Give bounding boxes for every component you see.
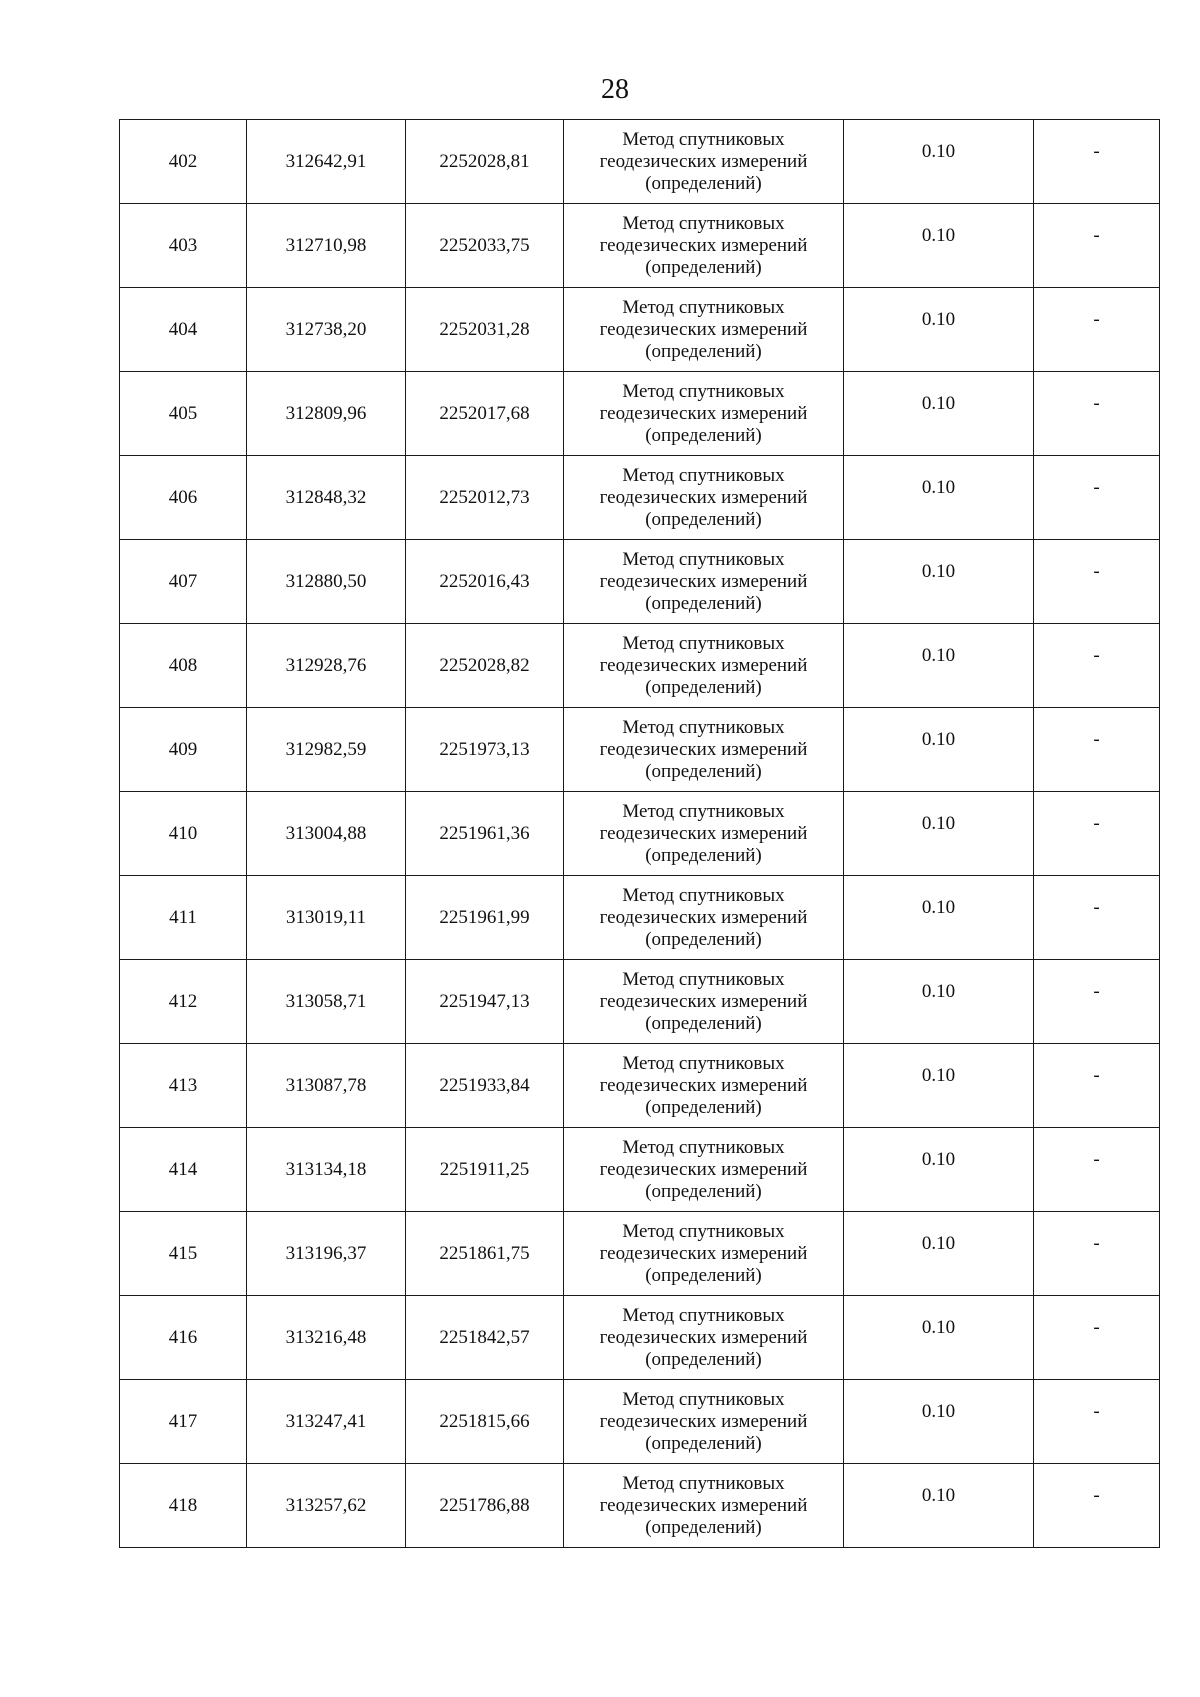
x-coordinate-cell: 312642,91 [247,120,406,204]
method-line: (определений) [645,760,762,782]
method-cell [564,1296,844,1380]
x-coordinate-cell: 312738,20 [247,288,406,372]
method-line: геодезических измерений [599,738,808,760]
note-cell [1034,708,1160,792]
x-coordinate-cell: 312848,32 [247,456,406,540]
method-line: Метод спутниковых [622,212,785,234]
method-line: Метод спутниковых [622,884,785,906]
note-cell [1034,1380,1160,1464]
method-line: (определений) [645,1264,762,1286]
note-value: - [1093,392,1100,414]
point-number-cell: 409 [120,708,247,792]
table-row [120,1128,1160,1212]
method-cell [564,540,844,624]
note-value: - [1093,644,1100,666]
accuracy-cell [844,120,1034,204]
method-line: Метод спутниковых [622,632,785,654]
x-coordinate-cell: 313004,88 [247,792,406,876]
accuracy-value: 0.10 [921,560,956,582]
point-number-cell: 415 [120,1212,247,1296]
accuracy-cell [844,1464,1034,1548]
y-coordinate-cell: 2251815,66 [406,1380,564,1464]
note-cell [1034,1296,1160,1380]
method-line: Метод спутниковых [622,464,785,486]
note-value: - [1093,1484,1100,1506]
point-number-cell: 404 [120,288,247,372]
method-line: (определений) [645,1432,762,1454]
accuracy-value: 0.10 [921,1064,956,1086]
table-row [120,456,1160,540]
x-coordinate-cell: 313134,18 [247,1128,406,1212]
note-value: - [1093,224,1100,246]
x-coordinate-cell: 312982,59 [247,708,406,792]
note-value: - [1093,812,1100,834]
table-row [120,960,1160,1044]
method-line: геодезических измерений [599,1074,808,1096]
y-coordinate-cell: 2251961,99 [406,876,564,960]
table-row [120,540,1160,624]
point-number-cell: 403 [120,204,247,288]
method-cell [564,1464,844,1548]
note-value: - [1093,140,1100,162]
method-cell [564,792,844,876]
method-line: геодезических измерений [599,570,808,592]
x-coordinate-cell: 312809,96 [247,372,406,456]
method-line: геодезических измерений [599,1158,808,1180]
method-line: (определений) [645,508,762,530]
method-line: (определений) [645,1516,762,1538]
note-value: - [1093,896,1100,918]
method-line: Метод спутниковых [622,380,785,402]
method-cell [564,120,844,204]
method-line: геодезических измерений [599,1242,808,1264]
note-cell [1034,792,1160,876]
method-line: геодезических измерений [599,822,808,844]
table-row [120,120,1160,204]
accuracy-value: 0.10 [921,224,956,246]
accuracy-value: 0.10 [921,980,956,1002]
table-row [120,1380,1160,1464]
accuracy-cell [844,204,1034,288]
x-coordinate-cell: 313087,78 [247,1044,406,1128]
method-line: геодезических измерений [599,1410,808,1432]
note-value: - [1093,728,1100,750]
accuracy-value: 0.10 [921,728,956,750]
y-coordinate-cell: 2252028,81 [406,120,564,204]
note-cell [1034,624,1160,708]
table-row [120,1212,1160,1296]
method-line: Метод спутниковых [622,716,785,738]
note-value: - [1093,1400,1100,1422]
coordinates-table [119,119,1160,1548]
y-coordinate-cell: 2251961,36 [406,792,564,876]
method-line: (определений) [645,1012,762,1034]
method-line: геодезических измерений [599,318,808,340]
note-value: - [1093,1148,1100,1170]
y-coordinate-cell: 2252033,75 [406,204,564,288]
accuracy-cell [844,1212,1034,1296]
note-cell [1034,456,1160,540]
method-line: геодезических измерений [599,1494,808,1516]
note-cell [1034,1464,1160,1548]
note-value: - [1093,1232,1100,1254]
point-number-cell: 418 [120,1464,247,1548]
accuracy-cell [844,1296,1034,1380]
accuracy-value: 0.10 [921,896,956,918]
method-line: (определений) [645,424,762,446]
note-value: - [1093,1316,1100,1338]
accuracy-cell [844,1044,1034,1128]
method-line: (определений) [645,928,762,950]
point-number-cell: 413 [120,1044,247,1128]
method-line: Метод спутниковых [622,548,785,570]
accuracy-cell [844,792,1034,876]
method-cell [564,1380,844,1464]
method-line: Метод спутниковых [622,968,785,990]
x-coordinate-cell: 313216,48 [247,1296,406,1380]
point-number-cell: 411 [120,876,247,960]
table-row [120,1464,1160,1548]
y-coordinate-cell: 2252012,73 [406,456,564,540]
method-cell [564,1128,844,1212]
x-coordinate-cell: 313257,62 [247,1464,406,1548]
x-coordinate-cell: 312928,76 [247,624,406,708]
table-row [120,876,1160,960]
accuracy-value: 0.10 [921,1316,956,1338]
method-line: Метод спутниковых [622,1388,785,1410]
method-line: (определений) [645,1348,762,1370]
method-line: геодезических измерений [599,990,808,1012]
y-coordinate-cell: 2252017,68 [406,372,564,456]
accuracy-value: 0.10 [921,1400,956,1422]
note-value: - [1093,308,1100,330]
method-line: Метод спутниковых [622,1136,785,1158]
y-coordinate-cell: 2251842,57 [406,1296,564,1380]
method-line: (определений) [645,340,762,362]
method-line: (определений) [645,256,762,278]
note-cell [1034,1212,1160,1296]
method-line: (определений) [645,844,762,866]
method-cell [564,288,844,372]
method-line: геодезических измерений [599,150,808,172]
point-number-cell: 417 [120,1380,247,1464]
page-number: 28 [601,74,629,105]
point-number-cell: 407 [120,540,247,624]
y-coordinate-cell: 2251861,75 [406,1212,564,1296]
method-line: (определений) [645,676,762,698]
point-number-cell: 416 [120,1296,247,1380]
accuracy-cell [844,540,1034,624]
point-number-cell: 405 [120,372,247,456]
x-coordinate-cell: 312710,98 [247,204,406,288]
y-coordinate-cell: 2251911,25 [406,1128,564,1212]
method-line: (определений) [645,592,762,614]
point-number-cell: 402 [120,120,247,204]
note-value: - [1093,1064,1100,1086]
accuracy-value: 0.10 [921,1484,956,1506]
y-coordinate-cell: 2251933,84 [406,1044,564,1128]
method-line: (определений) [645,1180,762,1202]
method-line: Метод спутниковых [622,1472,785,1494]
table-row [120,1044,1160,1128]
accuracy-value: 0.10 [921,1232,956,1254]
table-row [120,288,1160,372]
accuracy-cell [844,1380,1034,1464]
note-cell [1034,1044,1160,1128]
note-cell [1034,120,1160,204]
method-cell [564,1212,844,1296]
table-row [120,1296,1160,1380]
accuracy-cell [844,708,1034,792]
method-cell [564,372,844,456]
y-coordinate-cell: 2252028,82 [406,624,564,708]
point-number-cell: 414 [120,1128,247,1212]
accuracy-value: 0.10 [921,392,956,414]
method-line: Метод спутниковых [622,1052,785,1074]
note-value: - [1093,980,1100,1002]
x-coordinate-cell: 313019,11 [247,876,406,960]
method-line: геодезических измерений [599,486,808,508]
accuracy-cell [844,1128,1034,1212]
point-number-cell: 412 [120,960,247,1044]
accuracy-value: 0.10 [921,644,956,666]
accuracy-cell [844,288,1034,372]
accuracy-cell [844,960,1034,1044]
method-line: (определений) [645,172,762,194]
accuracy-cell [844,876,1034,960]
method-line: Метод спутниковых [622,296,785,318]
table-row [120,204,1160,288]
method-cell [564,624,844,708]
note-cell [1034,876,1160,960]
note-cell [1034,960,1160,1044]
method-line: (определений) [645,1096,762,1118]
note-cell [1034,204,1160,288]
accuracy-cell [844,624,1034,708]
note-cell [1034,1128,1160,1212]
accuracy-value: 0.10 [921,308,956,330]
method-line: Метод спутниковых [622,1304,785,1326]
x-coordinate-cell: 312880,50 [247,540,406,624]
accuracy-value: 0.10 [921,1148,956,1170]
method-line: геодезических измерений [599,234,808,256]
method-line: геодезических измерений [599,1326,808,1348]
y-coordinate-cell: 2251947,13 [406,960,564,1044]
table-row [120,624,1160,708]
accuracy-value: 0.10 [921,812,956,834]
method-cell [564,456,844,540]
point-number-cell: 408 [120,624,247,708]
note-value: - [1093,560,1100,582]
table-row [120,708,1160,792]
coordinates-table-body [120,120,1160,1548]
method-line: геодезических измерений [599,906,808,928]
note-cell [1034,372,1160,456]
y-coordinate-cell: 2251786,88 [406,1464,564,1548]
point-number-cell: 410 [120,792,247,876]
method-line: Метод спутниковых [622,128,785,150]
method-line: геодезических измерений [599,402,808,424]
method-cell [564,708,844,792]
accuracy-cell [844,372,1034,456]
x-coordinate-cell: 313196,37 [247,1212,406,1296]
method-cell [564,876,844,960]
x-coordinate-cell: 313058,71 [247,960,406,1044]
x-coordinate-cell: 313247,41 [247,1380,406,1464]
table-row [120,792,1160,876]
method-cell [564,1044,844,1128]
y-coordinate-cell: 2251973,13 [406,708,564,792]
method-line: Метод спутниковых [622,800,785,822]
method-cell [564,204,844,288]
note-cell [1034,540,1160,624]
point-number-cell: 406 [120,456,247,540]
y-coordinate-cell: 2252016,43 [406,540,564,624]
accuracy-value: 0.10 [921,140,956,162]
note-cell [1034,288,1160,372]
method-line: Метод спутниковых [622,1220,785,1242]
table-row [120,372,1160,456]
note-value: - [1093,476,1100,498]
y-coordinate-cell: 2252031,28 [406,288,564,372]
method-line: геодезических измерений [599,654,808,676]
accuracy-cell [844,456,1034,540]
method-cell [564,960,844,1044]
accuracy-value: 0.10 [921,476,956,498]
